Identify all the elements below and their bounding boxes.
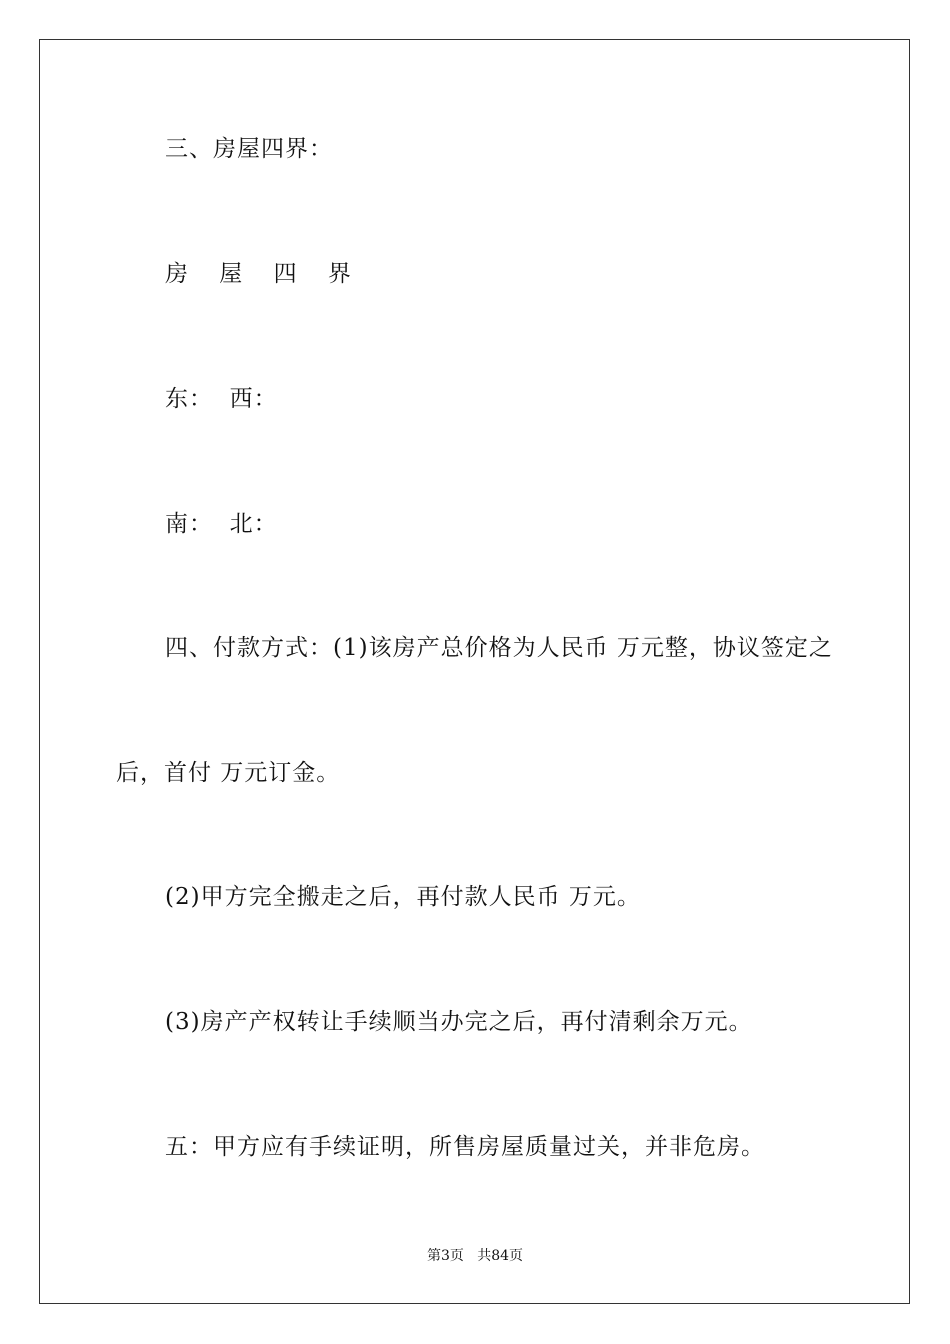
page-number-footer: 第3页 共84页 [426, 1248, 524, 1264]
boundary-south-north: 南： 北： [165, 511, 278, 537]
boundary-east-west: 东： 西： [165, 386, 278, 412]
payment-item-2: (2)甲方完全搬走之后，再付款人民币 万元。 [165, 884, 641, 910]
section-five: 五：甲方应有手续证明，所售房屋质量过关，并非危房。 [165, 1134, 765, 1160]
payment-item-3: (3)房产产权转让手续顺当办完之后，再付清剩余万元。 [165, 1009, 753, 1035]
section-four-payment-line-1: 四、付款方式：(1)该房产总价格为人民币 万元整，协议签定之 [165, 635, 833, 661]
page-border [39, 39, 910, 1304]
section-three-heading: 三、房屋四界： [165, 136, 333, 162]
boundary-table-header: 房 屋 四 界 [165, 261, 363, 287]
section-four-payment-line-2: 后，首付 万元订金。 [116, 760, 341, 786]
